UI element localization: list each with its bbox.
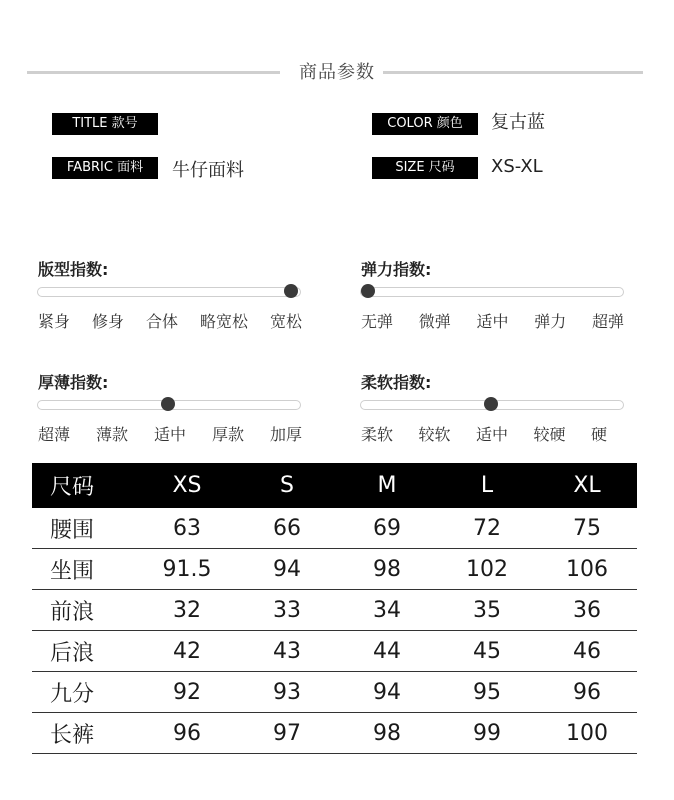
index-title: 厚薄指数: (38, 373, 109, 392)
table-cell: 99 (473, 720, 501, 746)
table-row (32, 508, 637, 549)
table-cell: 腰围 (50, 517, 95, 543)
table-cell: 98 (373, 556, 401, 582)
color-value: 复古蓝 (491, 112, 545, 133)
index-label: 微弹 (418, 312, 451, 331)
index-label: 适中 (476, 312, 509, 331)
table-cell: 坐围 (50, 558, 95, 584)
index-label: 略宽松 (199, 312, 248, 331)
table-cell: 72 (473, 515, 501, 541)
table-cell: 前浪 (50, 599, 95, 625)
index-title: 弹力指数: (361, 260, 432, 279)
table-cell: 91.5 (162, 556, 212, 582)
index-labels (38, 422, 302, 445)
table-cell: 66 (273, 515, 301, 541)
index-label: 较软 (418, 425, 451, 444)
index-title: 版型指数: (38, 260, 109, 279)
table-cell: 94 (273, 556, 301, 582)
index-label: 较硬 (533, 425, 566, 444)
table-cell: 32 (173, 597, 201, 623)
size-tag: SIZE 尺码 (372, 157, 478, 179)
table-cell: 102 (466, 556, 508, 582)
table-cell: 长裤 (50, 722, 95, 748)
table-header-cell: L (480, 473, 494, 498)
table-row (32, 590, 637, 631)
table-cell: 46 (573, 638, 601, 664)
index-label: 修身 (91, 312, 124, 331)
index-labels (361, 309, 624, 332)
table-cell: 95 (473, 679, 501, 705)
table-cell: 35 (473, 597, 501, 623)
index-label: 超弹 (591, 312, 624, 331)
table-header-row (32, 463, 637, 508)
index-labels (361, 422, 607, 445)
index-label: 紧身 (38, 312, 71, 331)
index-labels (38, 309, 302, 332)
table-cell: 100 (566, 720, 608, 746)
title-tag: TITLE 款号 (52, 113, 158, 135)
index-knob (161, 397, 175, 411)
index-label: 薄款 (95, 425, 128, 444)
table-cell: 97 (273, 720, 301, 746)
table-row (32, 713, 637, 754)
index-label: 合体 (145, 312, 178, 331)
table-header-cell: S (280, 473, 294, 498)
table-cell: 44 (373, 638, 401, 664)
table-cell: 106 (566, 556, 608, 582)
index-label: 宽松 (269, 312, 302, 331)
index-label: 硬 (590, 425, 607, 444)
table-header-cell: 尺码 (50, 475, 95, 500)
table-cell: 九分 (50, 681, 95, 707)
size-table (32, 463, 637, 754)
index-label: 柔软 (361, 425, 394, 444)
index-label: 适中 (153, 425, 186, 444)
table-cell: 92 (173, 679, 201, 705)
table-cell: 33 (273, 597, 301, 623)
index-label: 无弹 (361, 312, 394, 331)
table-row (32, 549, 637, 590)
fabric-tag: FABRIC 面料 (52, 157, 158, 179)
table-cell: 34 (373, 597, 401, 623)
index-label: 弹力 (534, 312, 567, 331)
index-knob (284, 284, 298, 298)
table-cell: 98 (373, 720, 401, 746)
index-knob (361, 284, 375, 298)
index-label: 超薄 (38, 425, 71, 444)
table-cell: 36 (573, 597, 601, 623)
index-label: 加厚 (269, 425, 302, 444)
table-header-cell: M (377, 473, 397, 498)
table-cell: 96 (573, 679, 601, 705)
table-header-cell: XS (172, 473, 202, 498)
table-row (32, 672, 637, 713)
table-cell: 43 (273, 638, 301, 664)
table-row (32, 631, 637, 672)
index-track (360, 287, 624, 297)
header-line-right (383, 71, 643, 74)
table-header-cell: XL (573, 473, 601, 498)
table-cell: 42 (173, 638, 201, 664)
table-cell: 45 (473, 638, 501, 664)
page-title: 商品参数 (299, 62, 375, 83)
fabric-value: 牛仔面料 (172, 160, 244, 181)
table-cell: 后浪 (50, 640, 95, 666)
table-cell: 75 (573, 515, 601, 541)
index-label: 适中 (475, 425, 508, 444)
table-cell: 96 (173, 720, 201, 746)
table-cell: 93 (273, 679, 301, 705)
size-value: XS-XL (491, 156, 543, 177)
table-cell: 69 (373, 515, 401, 541)
table-cell: 63 (173, 515, 201, 541)
index-track (37, 287, 301, 297)
color-tag: COLOR 颜色 (372, 113, 478, 135)
index-knob (484, 397, 498, 411)
index-label: 厚款 (211, 425, 244, 444)
index-title: 柔软指数: (361, 373, 432, 392)
table-cell: 94 (373, 679, 401, 705)
